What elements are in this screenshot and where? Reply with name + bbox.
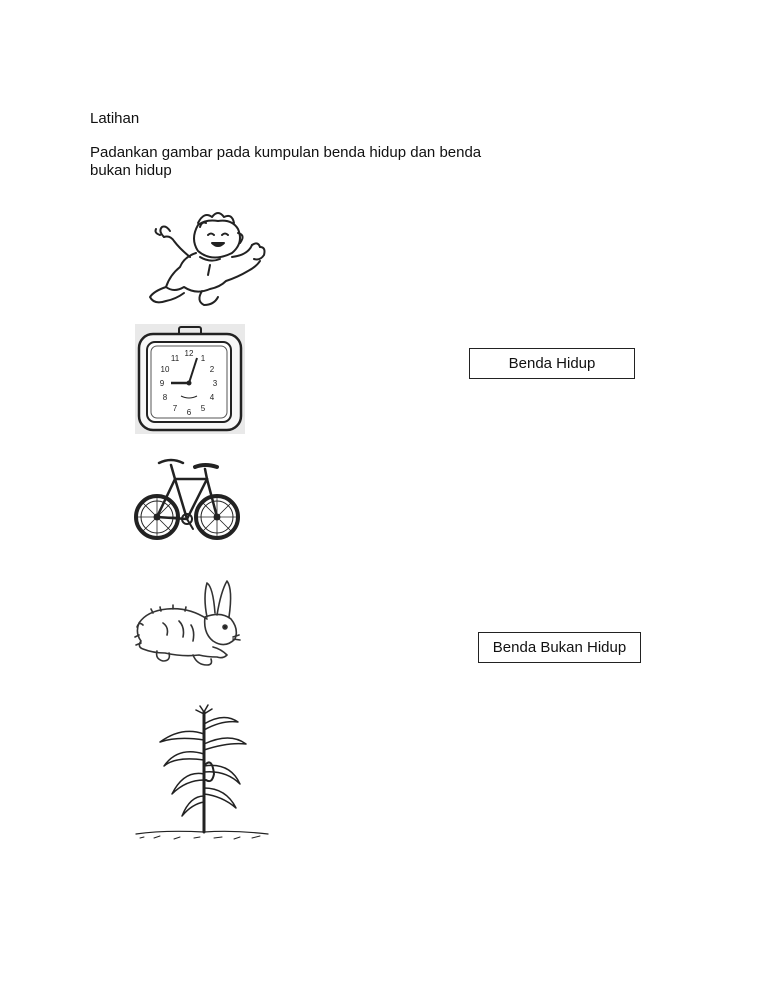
corn-plant-picture[interactable]: [134, 704, 270, 846]
exercise-heading: Latihan: [90, 110, 140, 127]
baby-picture[interactable]: [140, 205, 270, 310]
baby-icon: [140, 205, 270, 310]
clock-number-1: 1: [200, 354, 206, 363]
alarm-clock-picture[interactable]: [135, 324, 245, 434]
rabbit-picture[interactable]: [133, 577, 243, 672]
exercise-instruction: Padankan gambar pada kumpulan benda hidup dan benda bukan hidup: [90, 144, 482, 179]
nonliving-things-box[interactable]: Benda Bukan Hidup: [478, 632, 641, 663]
clock-number-2: 2: [209, 365, 215, 374]
bicycle-icon: [133, 455, 243, 551]
clock-number-12: 12: [184, 349, 194, 358]
clock-number-5: 5: [200, 404, 206, 413]
clock-number-6: 6: [186, 408, 192, 417]
clock-number-8: 8: [162, 393, 168, 402]
rabbit-icon: [133, 577, 243, 672]
bicycle-picture[interactable]: [133, 455, 243, 551]
living-things-box[interactable]: Benda Hidup: [469, 348, 635, 379]
clock-number-4: 4: [209, 393, 215, 402]
clock-number-7: 7: [172, 404, 178, 413]
clock-number-10: 10: [160, 365, 170, 374]
alarm-clock-icon: [135, 324, 245, 434]
clock-number-9: 9: [159, 379, 165, 388]
clock-number-3: 3: [212, 379, 218, 388]
clock-number-11: 11: [170, 354, 180, 363]
corn-plant-icon: [134, 704, 270, 846]
